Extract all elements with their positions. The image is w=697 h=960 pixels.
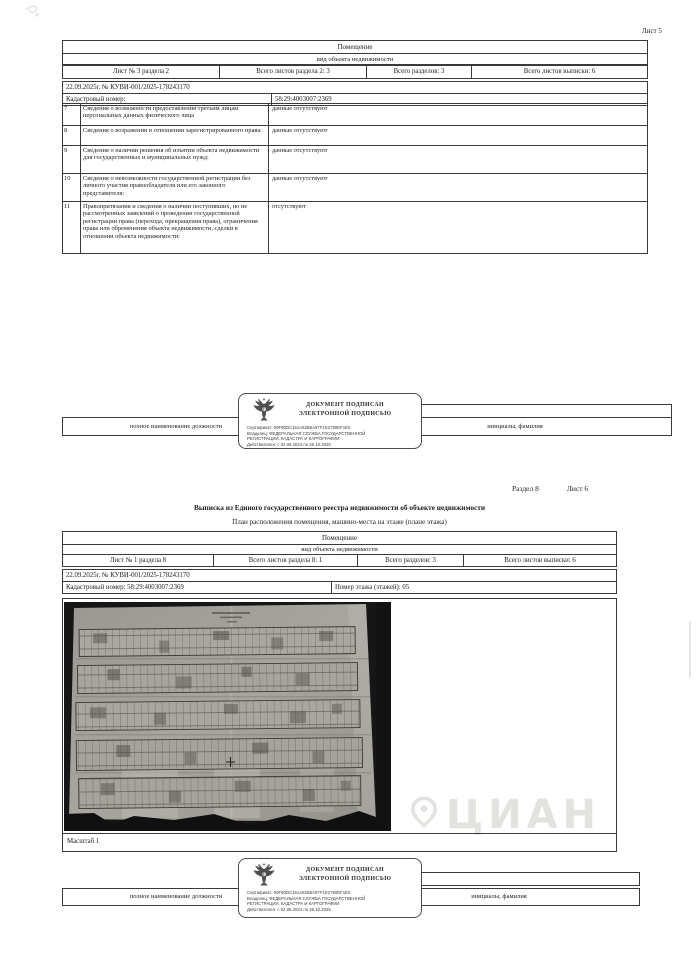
object-type-value: Помещение (337, 43, 373, 51)
sheet-counter-cell: Всего разделов: 3 (366, 66, 471, 78)
scan-smudge (22, 2, 48, 22)
stamp-details (247, 890, 413, 913)
cadastral-label: Кадастровый номер: (66, 96, 126, 103)
name-caption-box: инициалы, фамилия (358, 417, 672, 436)
name-caption-box: инициалы, фамилия (358, 888, 640, 906)
info-table (62, 103, 648, 254)
stamp-title-line1: ДОКУМЕНТ ПОДПИСАН (306, 402, 384, 408)
floor-plan-photo (64, 602, 391, 831)
section-sheet-labels (512, 484, 588, 493)
object-type-caption: вид объекта недвижимости (63, 544, 616, 554)
doc-number: 22.09.2025г. № КУВИ-001/2025-178243170 (66, 84, 190, 91)
doc-number-table-2 (62, 569, 617, 594)
digital-signature-stamp (238, 858, 422, 918)
info-row-number: 10 (63, 174, 81, 201)
info-row-label: Сведения о невозможности государственной регистрации без личного участия правообладателя или его законного представителя: (81, 174, 269, 201)
sheet-counter-cell: Лист № 3 раздела 2 (112, 68, 170, 75)
info-row (63, 201, 647, 253)
info-row-number: 7 (63, 104, 81, 125)
scan-artifact-line (689, 622, 691, 678)
extract-subtitle: План расположения помещения, машино-места на этаже (плане этажа) (232, 518, 447, 526)
object-type-caption: вид объекта недвижимости (63, 53, 647, 64)
stamp-header (247, 398, 413, 423)
position-caption-box: полное наименование должности (62, 417, 290, 436)
stamp-validity: Действителен: с 02.08.2024 по 26.10.2025 (247, 442, 331, 448)
info-row-label: Правопритязания и сведения о наличии поступивших, но не рассмотренных заявлений о проведении государственной регистрации права (перехода, прекращения права), ограничения права или обременения объекта недвижимости, сделки в отношении объекта недвижимости: (81, 202, 269, 253)
sheet-counter-cell: Всего листов раздела 2: 3 (219, 66, 366, 78)
info-row-number: 8 (63, 126, 81, 145)
info-row (63, 145, 647, 173)
info-row-number: 9 (63, 146, 81, 173)
object-type-table-2 (62, 531, 617, 555)
sheet-counter-cell: Всего листов выписки: 6 (463, 555, 616, 566)
extract-title: Выписка из Единого государственного реестра недвижимости об объекте недвижимости (193, 503, 486, 512)
info-row-number: 11 (63, 202, 81, 253)
sheet-counters-row-1 (62, 65, 648, 79)
stamp-owner-line1: Владелец: ФЕДЕРАЛЬНАЯ СЛУЖБА ГОСУДАРСТВЕННОЙ (247, 895, 366, 901)
stamp-owner-line2: РЕГИСТРАЦИИ, КАДАСТРА И КАРТОГРАФИИ (247, 436, 340, 442)
sheet-counter-cell: Всего листов выписки: 6 (471, 66, 647, 78)
stamp-title-line2: ЭЛЕКТРОННОЙ ПОДПИСЬЮ (298, 411, 392, 417)
digital-signature-stamp (238, 393, 422, 449)
stamp-title-line1: ДОКУМЕНТ ПОДПИСАН (306, 867, 384, 873)
coat-of-arms-eagle-icon (251, 398, 277, 423)
info-row-value: данные отсутствуют (272, 175, 328, 182)
info-row-label: Сведения о возможности предоставления третьим лицам персональных данных физического лица (81, 104, 269, 125)
sheet-number-bottom: Лист 6 (566, 484, 589, 493)
stamp-details (247, 425, 413, 448)
info-row-value: данные отсутствуют (272, 127, 328, 134)
position-caption-box: полное наименование должности (62, 888, 290, 906)
stamp-owner-line2: РЕГИСТРАЦИИ, КАДАСТРА И КАРТОГРАФИИ (247, 901, 340, 907)
info-row (63, 104, 647, 125)
info-row-value: данные отсутствуют (272, 105, 328, 112)
info-row-value: данные отсутствуют (272, 147, 328, 154)
object-type-value: Помещение (321, 534, 358, 542)
object-type-table-1 (62, 40, 648, 65)
floor-number-text: Номер этажа (этажей): 05 (331, 582, 616, 593)
coat-of-arms-eagle-icon (251, 863, 277, 888)
stamp-certificate: Сертификат: 00F90DC161A82B6A97F1E2790EF1E0 (247, 890, 351, 895)
stamp-title (277, 398, 413, 419)
stamp-title (277, 863, 413, 884)
doc-number: 22.09.2025г. № КУВИ-001/2025-178243170 (66, 572, 190, 579)
sheet-counters-row-2 (62, 554, 617, 567)
stamp-owner-line1: Владелец: ФЕДЕРАЛЬНАЯ СЛУЖБА ГОСУДАРСТВЕННОЙ (247, 430, 366, 436)
sheet-counter-cell: Лист № 1 раздела 8 (109, 557, 167, 564)
info-row-value: отсутствуют (272, 203, 306, 210)
section-number: Раздел 8 (512, 484, 539, 493)
watermark-text: ЦИАН (446, 792, 602, 838)
scale-caption: Масштаб 1 (63, 833, 616, 851)
sheet-counter-cell: Всего разделов: 3 (357, 555, 463, 566)
info-row-label: Сведения о наличии решения об изъятии объекта недвижимости для государственных и муниципальных нужд: (81, 146, 269, 173)
info-row (63, 173, 647, 201)
floor-plan-frame (62, 598, 617, 852)
sheet-number-top: Лист 5 (642, 27, 662, 35)
cadastral-value: 58:29:4003007:2369 (271, 94, 647, 105)
stamp-title-line2: ЭЛЕКТРОННОЙ ПОДПИСЬЮ (298, 876, 392, 882)
stamp-validity: Действителен: с 02.08.2024 по 26.10.2025 (247, 907, 331, 913)
stamp-certificate: Сертификат: 00F90DC161A82B6A97F1E2790EF1E0 (247, 425, 351, 430)
sheet-counter-cell: Всего листов раздела 8: 1 (213, 555, 357, 566)
info-row-label: Сведения о возражении в отношении зарегистрированного права: (81, 126, 269, 145)
info-row (63, 125, 647, 145)
cadastral-text: Кадастровый номер: 58:29:4003007:2369 (66, 584, 184, 591)
cadastral-floor-row (63, 581, 616, 593)
stamp-header (247, 863, 413, 888)
